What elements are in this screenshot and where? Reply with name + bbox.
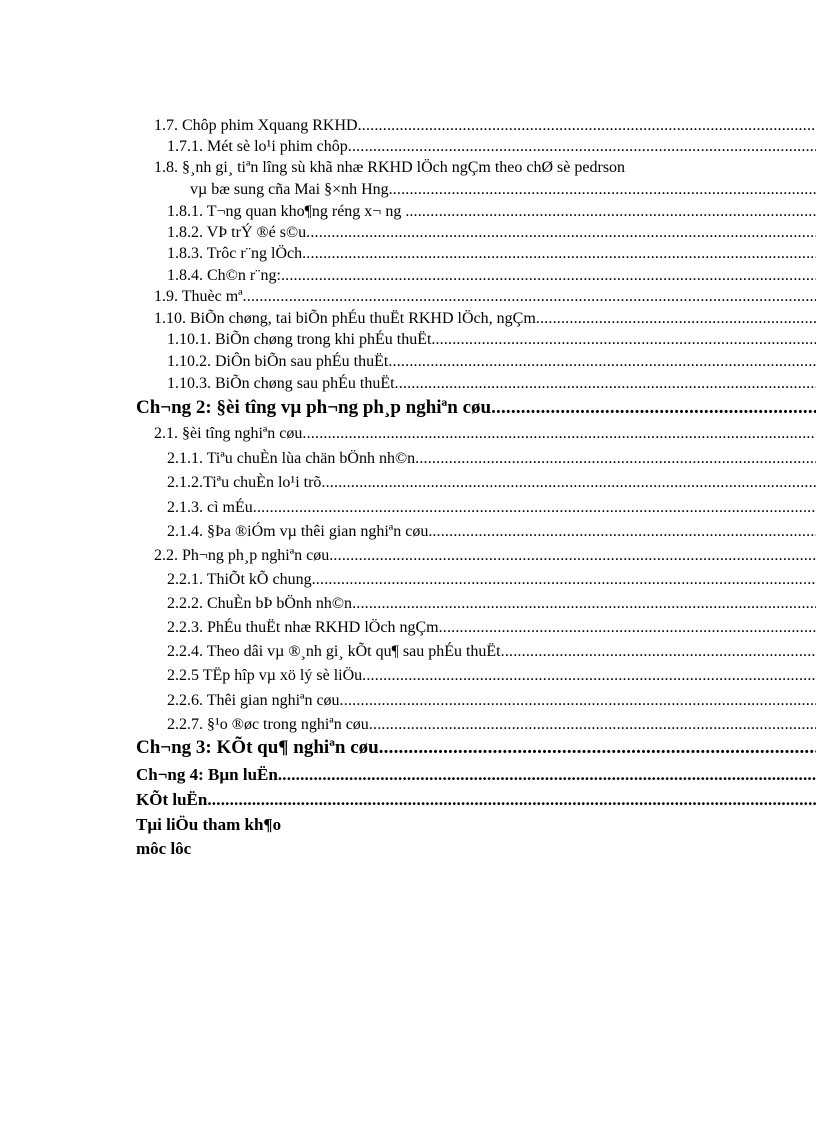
toc-entry (0, 309, 816, 328)
toc-entry (0, 266, 816, 285)
toc-entry (0, 666, 816, 685)
toc-entry-label: Tµi liÖu tham kh¶o (136, 815, 282, 834)
toc-entry-label: 2.1.3. cì mÉu (167, 499, 253, 516)
toc-entry-label: 1.10. BiÕn chøng, tai biÕn phÉu thuËt RKHD lÖch, ngÇm (154, 310, 536, 327)
toc-entry-label: Ch¬ng 2: §èi tîng vµ ph¬ng ph¸p nghiªn cøu (136, 397, 492, 418)
toc-entry (0, 223, 816, 242)
toc-entry-label: 2.2. Ph¬ng ph¸p nghiªn cøu (154, 547, 330, 564)
dot-leader (432, 522, 816, 541)
toc-entry (0, 374, 816, 393)
toc-entry-continuation (0, 180, 816, 199)
dot-leader (379, 738, 816, 757)
toc-entry-label: 1.7. Chôp phim Xquang RKHD (154, 117, 358, 134)
toc-entry (0, 244, 816, 263)
toc-entry-label: 2.2.7. §¹o ®øc trong nghiªn cøu (167, 716, 369, 733)
toc-entry (0, 424, 816, 443)
toc-entry-label: 2.1.4. §Þa ®iÓm vµ thêi gian nghiªn cøu. (167, 523, 433, 540)
dot-leader (536, 309, 816, 328)
toc-entry-label: 2.1.2.Tiªu chuÈn lo¹i trõ (167, 474, 322, 491)
toc-entry-label: 2.2.3. PhÉu thuËt nhæ RKHD lÖch ngÇm (167, 619, 439, 636)
dot-leader (278, 765, 816, 784)
toc-entry (0, 642, 816, 661)
dot-leader (501, 642, 816, 661)
dot-leader (321, 473, 816, 492)
dot-leader (409, 202, 816, 221)
toc-entry (0, 570, 816, 589)
toc-entry (0, 137, 816, 156)
toc-entry-label: 2.1. §èi tîng nghiªn cøu (154, 425, 303, 442)
toc-entry (0, 618, 816, 637)
toc-entry (0, 202, 816, 221)
toc-entry-label: 1.8.2. VÞ trÝ ®é s©u (167, 224, 307, 241)
toc-entry (0, 158, 816, 177)
toc-entry (0, 498, 816, 517)
toc-entry (0, 522, 816, 541)
dot-leader (491, 398, 816, 417)
toc-entry (0, 116, 816, 135)
dot-leader (362, 666, 816, 685)
toc-entry (0, 691, 816, 710)
toc-entry-label: 1.10.2. DiÔn biÕn sau phÉu thuËt (167, 353, 389, 370)
dot-leader (312, 570, 816, 589)
toc-entry-label: Ch¬ng 3: KÕt qu¶ nghiªn cøu (136, 737, 379, 758)
dot-leader (388, 352, 816, 371)
dot-leader (253, 498, 816, 517)
toc-entry-label: 1.10.1. BiÕn chøng trong khi phÉu thuËt. (167, 331, 436, 348)
dot-leader (329, 546, 816, 565)
dot-leader (439, 618, 816, 637)
dot-leader (302, 424, 816, 443)
toc-entry-label: 1.8.1. T¬ng quan kho¶ng réng x¬ ng . (167, 203, 410, 220)
dot-leader (306, 223, 816, 242)
toc-entry (0, 330, 816, 349)
dot-leader (415, 449, 816, 468)
toc-entry-label: 2.2.1. ThiÕt kÕ chung (167, 571, 312, 588)
toc-entry-label: 2.2.6. Thêi gian nghiªn cøu (167, 692, 340, 709)
dot-leader (281, 266, 816, 285)
toc-entry-label: vµ bæ sung cña Mai §×nh Hng. (190, 181, 393, 198)
toc-entry-label: 2.2.5 TËp hîp vµ xö lý sè liÖu (167, 667, 363, 684)
dot-leader (348, 137, 816, 156)
dot-leader (340, 691, 816, 710)
toc-chapter-entry (0, 738, 816, 757)
toc-entry (0, 594, 816, 613)
toc-chapter-entry (0, 765, 816, 784)
toc-entry-label: 1.8.3. Trôc r¨ng lÖch (167, 245, 303, 262)
toc-chapter-entry (0, 839, 816, 858)
toc-entry-label: 1.8. §¸nh gi¸ tiªn lîng sù khã nhæ RKHD lÖch ngÇm theo chØ sè pedrson (154, 159, 626, 176)
toc-entry-label: 2.2.2. ChuÈn bÞ bÖnh nh©n (167, 595, 353, 612)
toc-entry (0, 546, 816, 565)
dot-leader (369, 715, 816, 734)
toc-entry-label: 1.7.1. Mét sè lo¹i phim chôp (167, 138, 348, 155)
toc-entry-label: môc lôc (136, 839, 192, 858)
toc-entry-label: 1.8.4. Ch©n r¨ng: (167, 267, 281, 284)
toc-entry (0, 449, 816, 468)
dot-leader (435, 330, 816, 349)
toc-entry-label: 1.9. Thuèc mª (154, 288, 243, 305)
dot-leader (395, 374, 816, 393)
toc-entry (0, 287, 816, 306)
toc-entry (0, 352, 816, 371)
toc-entry (0, 715, 816, 734)
toc-chapter-entry (0, 790, 816, 809)
toc-chapter-entry (0, 815, 816, 834)
toc-entry-label: 2.2.4. Theo dâi vµ ®¸nh gi¸ kÕt qu¶ sau phÉu thuËt (167, 643, 501, 660)
dot-leader (243, 287, 816, 306)
dot-leader (358, 116, 816, 135)
toc-entry (0, 473, 816, 492)
dot-leader (393, 180, 816, 199)
toc-entry-label: Ch¬ng 4: Bµn luËn (136, 765, 278, 784)
toc-entry-label: 2.1.1. Tiªu chuÈn lùa chän bÖnh nh©n (167, 450, 416, 467)
toc-chapter-entry (0, 398, 816, 417)
dot-leader (352, 594, 816, 613)
toc-entry-label: KÕt luËn (136, 790, 208, 809)
dot-leader (207, 790, 816, 809)
dot-leader (302, 244, 816, 263)
toc-entry-label: 1.10.3. BiÕn chøng sau phÉu thuËt (167, 375, 395, 392)
